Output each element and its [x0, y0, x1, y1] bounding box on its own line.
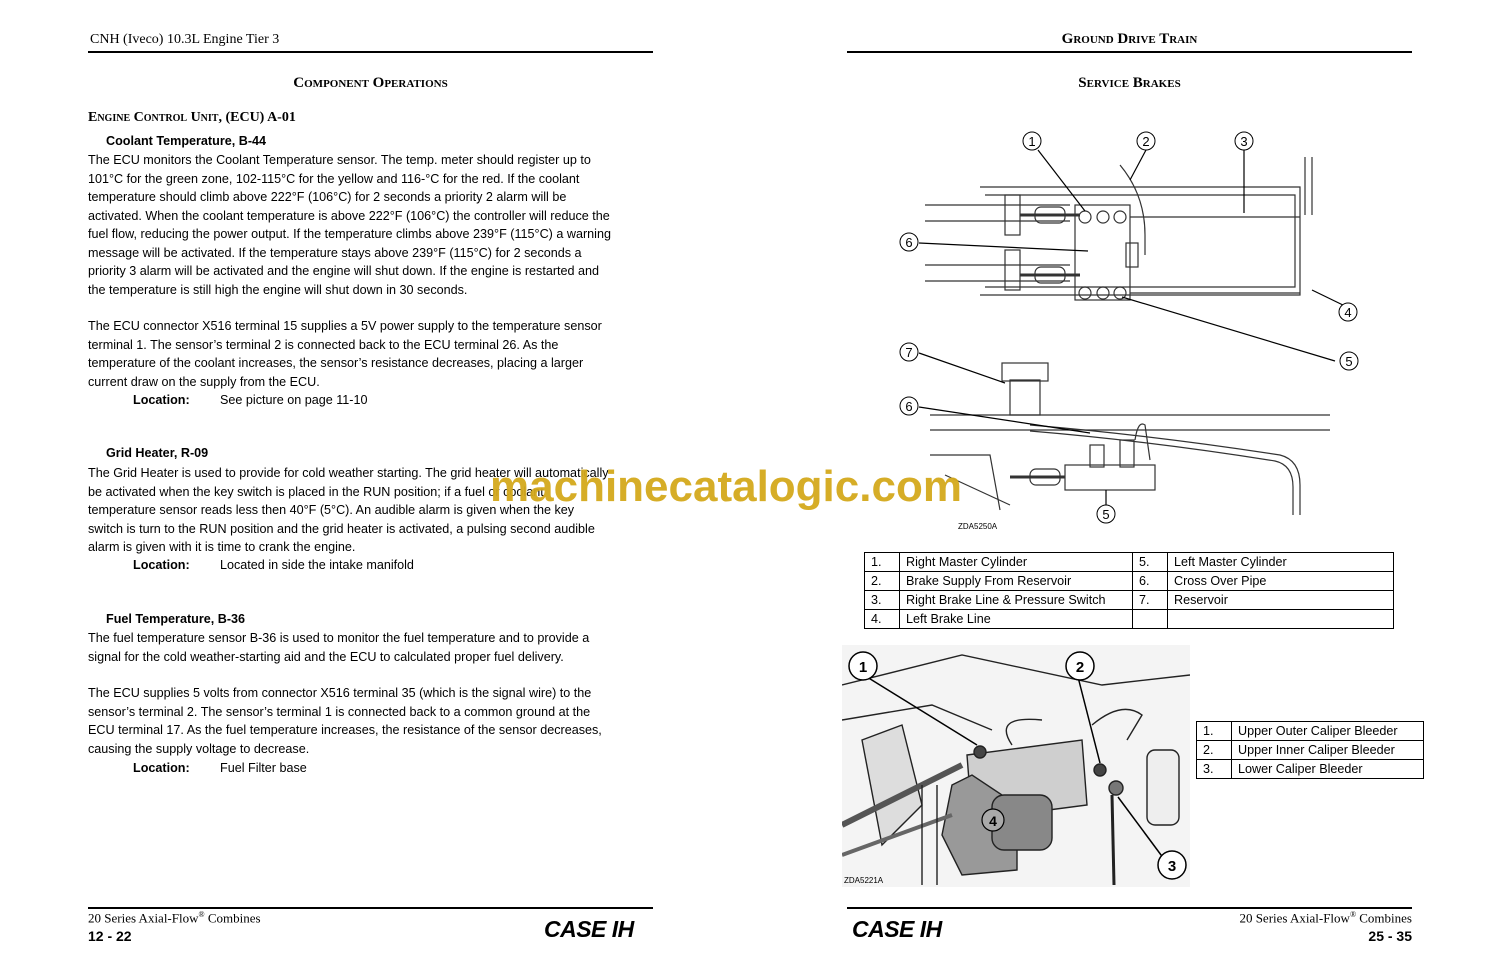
left-section-title — [88, 75, 653, 92]
table-cell: 4. — [865, 610, 900, 629]
text-line: be activated when the key switch is placed in the RUN position; if a fuel or coolant — [88, 484, 544, 499]
text-line: temperature of the coolant increases, the sensor’s resistance decreases, placing a larger — [88, 356, 584, 370]
brake-system-diagram — [890, 125, 1370, 535]
left-header-title — [90, 32, 279, 48]
ecu-heading — [88, 110, 296, 126]
left-page-number: 12 - 22 — [88, 928, 132, 944]
table-row — [1197, 741, 1424, 760]
right-section-title-text: Service Brakes — [1078, 75, 1181, 91]
text-line: message will be activated. If the temperature stays above 239°F (115°C) for 2 seconds a — [88, 245, 582, 260]
text-line: The ECU supplies 5 volts from connector X516 terminal 35 (which is the signal wire) to the — [88, 686, 592, 700]
table-cell: 5. — [1133, 553, 1168, 572]
watermark-label: machinecatalogic.com — [490, 462, 962, 511]
text-line: fuel flow, reducing the power output. If the temperature climbs above 239°F (115°C) a warning — [88, 227, 611, 241]
left-footer-series — [88, 910, 261, 926]
callout-5b — [1097, 505, 1115, 523]
callout-label: 3 — [1240, 134, 1248, 149]
coolant-location — [133, 391, 368, 410]
callout-4 — [1339, 303, 1357, 321]
table-cell: Right Brake Line & Pressure Switch — [900, 591, 1133, 610]
footer-series-text: 20 Series Axial-Flow — [88, 910, 199, 926]
location-value: See picture on page 11-10 — [220, 393, 368, 407]
table-row — [865, 572, 1394, 591]
watermark-text — [490, 462, 962, 512]
grid-heading-text: Grid Heater, R-09 — [106, 446, 209, 460]
table-cell: 2. — [865, 572, 900, 591]
callout-2 — [1137, 132, 1155, 150]
callout-5 — [1340, 352, 1358, 370]
table-cell: 1. — [865, 553, 900, 572]
text-line: The Grid Heater is used to provide for cold weather starting. The grid heater will automatically — [88, 466, 609, 480]
callout-label: 6 — [905, 399, 913, 414]
callout-label: 4 — [989, 813, 997, 829]
caliper-bleeder-photo — [842, 645, 1190, 887]
text-line: activated. When the coolant temperature is above 222°F (106°C) the controller will reduce the — [88, 208, 610, 223]
text-line: temperature should climb above 222°F (106°C) for 2 seconds a priority 2 alarm will be — [88, 190, 567, 204]
right-footer-rule — [847, 907, 1412, 909]
table-cell: 2. — [1197, 741, 1232, 760]
location-value: Fuel Filter base — [220, 761, 307, 775]
coolant-heading-text: Coolant Temperature, B-44 — [106, 134, 267, 148]
photo-callout-2 — [1066, 652, 1094, 680]
text-line: The ECU monitors the Coolant Temperature sensor. The temp. meter should register up to — [88, 153, 591, 167]
left-header-text: CNH (Iveco) 10.3L Engine Tier 3 — [90, 32, 280, 47]
right-footer-series — [1180, 910, 1412, 926]
fuel-heading-text: Fuel Temperature, B-36 — [106, 612, 246, 626]
fuel-paragraph-2 — [88, 684, 602, 758]
left-footer-rule — [88, 907, 653, 909]
right-page-number: 25 - 35 — [1368, 928, 1412, 944]
location-label: Location: — [133, 393, 190, 407]
registered-mark: ® — [198, 910, 205, 919]
callout-label: 2 — [1075, 659, 1085, 676]
left-header-rule — [88, 51, 653, 53]
fuel-heading — [106, 612, 245, 626]
callout-label: 1 — [1028, 134, 1036, 149]
right-footer-page — [1300, 928, 1412, 944]
right-case-ih-logo — [852, 916, 942, 943]
table-cell: Left Master Cylinder — [1168, 553, 1394, 572]
callout-7 — [900, 343, 918, 361]
table-cell — [1133, 610, 1168, 629]
location-label: Location: — [133, 558, 190, 572]
table-row — [865, 610, 1394, 629]
text-line: alarm is given with it is time to crank the engine. — [88, 540, 356, 554]
text-line: terminal 1. The sensor’s terminal 2 is connected back to the ECU terminal 26. As the — [88, 337, 559, 352]
location-label: Location: — [133, 761, 190, 775]
photo-callout-4 — [982, 809, 1004, 831]
bleeder-legend-table — [1196, 721, 1424, 779]
footer-series-text: 20 Series Axial-Flow — [1239, 910, 1350, 926]
text-line: priority 3 alarm will be activated and the engine will shut down. If the engine is restarted and — [88, 264, 600, 278]
footer-series-tail: Combines — [1356, 910, 1412, 926]
text-line: The ECU connector X516 terminal 15 supplies a 5V power supply to the temperature sensor — [88, 319, 602, 333]
table-cell: Right Master Cylinder — [900, 553, 1133, 572]
coolant-paragraph-2 — [88, 317, 602, 391]
right-header-title — [848, 31, 1411, 48]
text-line: signal for the cold weather-starting aid and the ECU to calculated proper fuel delivery. — [88, 649, 564, 664]
table-row — [865, 553, 1394, 572]
table-cell: 6. — [1133, 572, 1168, 591]
text-line: causing the supply voltage to decrease. — [88, 741, 310, 756]
text-line: The fuel temperature sensor B-36 is used to monitor the fuel temperature and to provide a — [88, 631, 590, 645]
callout-label: 5 — [1345, 354, 1353, 369]
coolant-heading — [106, 134, 266, 148]
location-value: Located in side the intake manifold — [220, 558, 414, 572]
left-section-title-text: Component Operations — [293, 75, 448, 91]
table-cell: Upper Outer Caliper Bleeder — [1232, 722, 1424, 741]
text-line: current draw on the supply from the ECU. — [88, 374, 320, 389]
callout-label: 4 — [1344, 305, 1352, 320]
parts-legend-table — [864, 552, 1394, 629]
table-row — [1197, 722, 1424, 741]
grid-heading — [106, 446, 208, 460]
callout-label: 1 — [858, 659, 868, 676]
callout-3 — [1235, 132, 1253, 150]
text-line: sensor’s terminal 2. The sensor’s terminal 1 is connected back to a common ground at the — [88, 704, 591, 719]
table-cell: 3. — [1197, 760, 1232, 779]
logo-text: CASE IH — [852, 916, 942, 942]
callout-label: 5 — [1102, 507, 1110, 522]
callout-6b — [900, 397, 918, 415]
table-row — [1197, 760, 1424, 779]
callout-label: 2 — [1142, 134, 1150, 149]
table-cell: Left Brake Line — [900, 610, 1133, 629]
ecu-heading-text: Engine Control Unit, (ECU) A-01 — [88, 110, 296, 125]
photo-callout-1 — [849, 652, 877, 680]
footer-series-tail: Combines — [204, 910, 261, 926]
table-cell: 3. — [865, 591, 900, 610]
table-cell: 7. — [1133, 591, 1168, 610]
table-cell: Cross Over Pipe — [1168, 572, 1394, 591]
left-case-ih-logo — [544, 916, 634, 943]
callout-label: 6 — [905, 235, 913, 250]
table-cell: 1. — [1197, 722, 1232, 741]
figure1-code: ZDA5250A — [958, 522, 998, 531]
photo-callout-3 — [1158, 851, 1186, 879]
coolant-paragraph-1 — [88, 151, 611, 299]
fuel-location — [133, 759, 307, 778]
callout-label: 3 — [1167, 858, 1177, 875]
right-header-text: Ground Drive Train — [1061, 31, 1198, 47]
callout-6 — [900, 233, 918, 251]
right-section-title — [848, 75, 1411, 92]
text-line: 101°C for the green zone, 102-115°C for the yellow and 116-°C for the red. If the coolant — [88, 171, 580, 186]
text-line: the temperature is still high the engine will shut down in 30 seconds. — [88, 282, 468, 297]
table-cell: Reservoir — [1168, 591, 1394, 610]
table-cell: Brake Supply From Reservoir — [900, 572, 1133, 591]
callout-1 — [1023, 132, 1041, 150]
right-header-rule — [847, 51, 1412, 53]
text-line: switch is turn to the RUN position and the grid heater is activated, a pulsing second audible — [88, 521, 595, 536]
callout-label: 7 — [905, 345, 913, 360]
table-cell: Upper Inner Caliper Bleeder — [1232, 741, 1424, 760]
table-row — [865, 591, 1394, 610]
logo-text: CASE IH — [544, 916, 634, 942]
text-line: ECU terminal 17. As the fuel temperature increases, the resistance of the sensor decreases, — [88, 723, 602, 737]
table-cell — [1168, 610, 1394, 629]
fuel-paragraph-1 — [88, 629, 589, 666]
left-footer-page — [88, 928, 132, 944]
grid-location — [133, 556, 414, 575]
text-line: temperature sensor reads less then 40°F (5°C). An audible alarm is given when the key — [88, 503, 575, 517]
table-cell: Lower Caliper Bleeder — [1232, 760, 1424, 779]
figure2-code: ZDA5221A — [844, 876, 884, 885]
registered-mark: ® — [1349, 910, 1357, 919]
